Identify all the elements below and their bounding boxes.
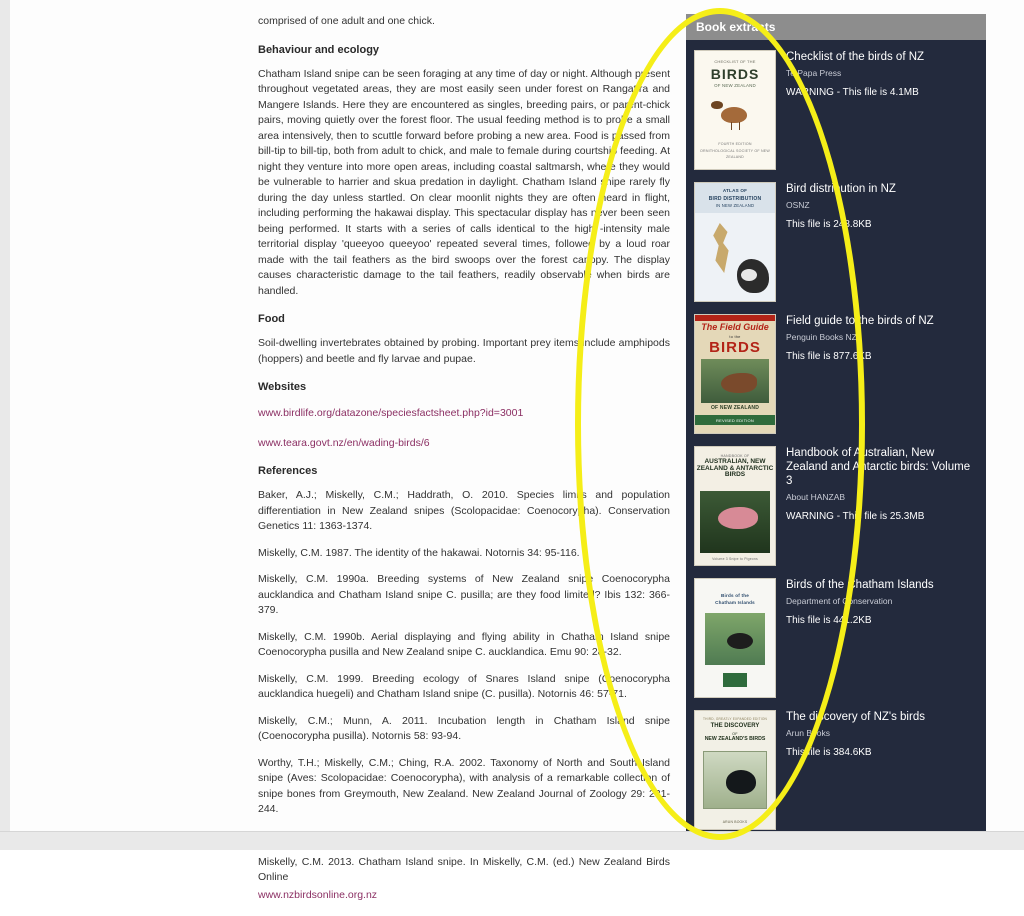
cover-line-3: IN NEW ZEALAND xyxy=(715,203,755,208)
reference-item: Miskelly, C.M. 1990a. Breeding systems of New Zealand snipe Coenocorypha aucklandica and Chatham Island snipe C. pusilla; are they food limited? Ibis 132: 366-379. xyxy=(258,573,670,616)
cover-bird-artwork xyxy=(737,259,769,293)
reference-item: Miskelly, C.M. 1990b. Aerial displaying and flying ability in Chatham Island snipe Coenocorypha pusilla and New Zealand snipe C. aucklandica. Emu 90: 28-32. xyxy=(258,630,670,658)
book-file-size: WARNING - This file is 4.1MB xyxy=(786,87,919,98)
list-item[interactable] xyxy=(686,48,986,180)
cover-photo-artwork xyxy=(700,491,770,553)
website-link-teara[interactable]: www.teara.govt.nz/en/wading-birds/6 xyxy=(258,437,430,449)
book-title[interactable]: Birds of the Chatham Islands xyxy=(786,579,934,591)
book-publisher: Arun Books xyxy=(786,728,830,738)
book-cover-thumbnail[interactable] xyxy=(694,578,776,698)
article-column xyxy=(258,14,670,916)
book-file-size: This file is 441.2KB xyxy=(786,615,872,626)
book-meta xyxy=(776,710,925,830)
book-meta xyxy=(776,446,978,566)
cover-line-4: FOURTH EDITION xyxy=(718,142,752,146)
cover-line-4: OF NEW ZEALAND xyxy=(710,405,760,411)
book-publisher: Te Papa Press xyxy=(786,68,842,78)
cover-line-5: REVISED EDITION xyxy=(716,418,754,423)
cover-line-5: ARUN BOOKS xyxy=(722,820,748,824)
cover-line-2: BIRD DISTRIBUTION xyxy=(708,196,762,202)
cover-line-2: Chatham Islands xyxy=(715,600,755,605)
section-heading-food: Food xyxy=(258,313,285,325)
website-link-row-2 xyxy=(258,434,670,451)
reference-item: Worthy, T.H.; Miskelly, C.M.; Ching, R.A. 2002. Taxonomy of North and South Island snipe (Aves: Scolopacidae: Coenocorypha), with analysis of a remarkable collection of snipe bones from Greymouth, New Zealand. New Zealand Journal of Zoology 29: 231-244. xyxy=(258,756,670,815)
cover-photo-artwork xyxy=(703,751,767,809)
cover-line-3: OF NEW ZEALAND xyxy=(714,83,756,88)
cover-line-4: NEW ZEALAND'S BIRDS xyxy=(704,736,766,742)
book-publisher: Department of Conservation xyxy=(786,596,893,606)
book-meta xyxy=(776,50,924,170)
cover-line-1: HANDBOOK OF xyxy=(720,454,750,458)
cover-line-2: to the xyxy=(729,334,741,339)
reference-item: Miskelly, C.M.; Munn, A. 2011. Incubation length in Chatham Island snipe (Coenocorypha pusilla). Notornis 58: 93-94. xyxy=(258,714,670,742)
book-title[interactable]: Checklist of the birds of NZ xyxy=(786,51,925,63)
book-cover-thumbnail[interactable] xyxy=(694,50,776,170)
cover-line-3: OF xyxy=(732,732,738,736)
book-publisher: Penguin Books NZ xyxy=(786,332,857,342)
book-extracts-header: Book extracts xyxy=(686,14,986,40)
citation-link-row xyxy=(258,886,670,903)
list-item[interactable] xyxy=(686,576,986,708)
cover-bird-artwork xyxy=(709,95,761,135)
reference-item: Miskelly, C.M. 1987. The identity of the hakawai. Notornis 34: 95-116. xyxy=(258,546,580,559)
website-link-row-1 xyxy=(258,404,670,421)
cover-line-2: AUSTRALIAN, NEW ZEALAND & ANTARCTIC BIRDS xyxy=(696,458,774,478)
book-title[interactable]: Field guide to the birds of NZ xyxy=(786,315,934,327)
book-extracts-list xyxy=(686,40,986,850)
book-file-size: This file is 877.6KB xyxy=(786,351,872,362)
book-title[interactable]: Bird distribution in NZ xyxy=(786,183,896,195)
cover-line-1: Birds of the xyxy=(721,593,749,598)
cover-line-2: BIRDS xyxy=(710,66,760,82)
book-publisher: OSNZ xyxy=(786,200,810,210)
book-title[interactable]: The discovery of NZ's birds xyxy=(786,711,925,723)
article-top-fragment: comprised of one adult and one chick. xyxy=(258,15,435,27)
cover-line-1: ATLAS OF xyxy=(722,188,748,193)
book-cover-thumbnail[interactable] xyxy=(694,182,776,302)
book-meta xyxy=(776,578,934,698)
book-title[interactable]: Handbook of Australian, New Zealand and Antarctic birds: Volume 3 xyxy=(786,447,971,487)
list-item[interactable] xyxy=(686,444,986,576)
book-cover-thumbnail[interactable] xyxy=(694,446,776,566)
cover-line-3: Volume 3 Snipe to Pigeons xyxy=(712,557,758,561)
website-link-birdlife[interactable]: www.birdlife.org/datazone/speciesfactsheet.php?id=3001 xyxy=(258,407,524,419)
citation-text: Miskelly, C.M. 2013. Chatham Island snipe. In Miskelly, C.M. (ed.) New Zealand Birds Online xyxy=(258,855,670,883)
book-meta xyxy=(776,314,934,434)
doc-logo-icon xyxy=(723,673,747,687)
section-paragraph-food: Soil-dwelling invertebrates obtained by probing. Important prey items include amphipods (hoppers) and beetle and fly larvae and pupae. xyxy=(258,337,670,365)
section-heading-websites: Websites xyxy=(258,381,307,393)
section-paragraph-behaviour: Chatham Island snipe can be seen foraging at any time of day or night. Although present throughout vegetated areas, they are most easily seen under forest on Rangatira and Mangere Islands. Here they are encountered as singles, breeding pairs, or parent-chick pairs, moving quietly over the forest floor. The usual feeding method is to probe a small area intensively, then to scuttle forward before probing a new area. Food is passed from bill-tip to bill-tip, both from adult to chick, and male to female during courtship feeding. At night they venture into more open areas, including coastal saltmarsh, where they would be vulnerable to harrier and skua predation in daylight. Chatham Island snipe rarely fly during the day unless startled. On clear moonlit nights they are often heard in flight, including performing the hakawai display. This spectacular display has never been seen being performed. It starts with a series of calls identical to the high -intensity male territorial display 'queeyoo queeyoo' repeated several times, followed by a loud roar made with the tail feathers as the bird swoops over the forest canopy. The display causes characteristic damage to the tail feathers, readily observable when birds are handled. xyxy=(258,67,670,297)
book-cover-thumbnail[interactable] xyxy=(694,710,776,830)
section-heading-behaviour: Behaviour and ecology xyxy=(258,43,380,56)
book-file-size: This file is 248.8KB xyxy=(786,219,872,230)
cover-line-1: The Field Guide xyxy=(701,322,769,332)
citation-link-nzbirdsonline[interactable]: www.nzbirdsonline.org.nz xyxy=(258,888,378,901)
book-file-size: WARNING - This file is 25.3MB xyxy=(786,511,925,522)
book-meta xyxy=(776,182,896,302)
book-extracts-panel xyxy=(686,14,986,850)
list-item[interactable] xyxy=(686,708,986,840)
cover-photo-artwork xyxy=(701,359,769,403)
book-file-size: This file is 384.6KB xyxy=(786,747,872,758)
section-heading-references: References xyxy=(258,465,318,477)
cover-line-1: THIRD, GREATLY EXPANDED EDITION xyxy=(702,717,768,721)
page-bottom-gutter xyxy=(0,831,1024,850)
list-item[interactable] xyxy=(686,312,986,444)
reference-item: Miskelly, C.M. 1999. Breeding ecology of Snares Island snipe (Coenocorypha aucklandica huegeli) and Chatham Island snipe (C. pusilla). Notornis 46: 57-71. xyxy=(258,672,670,700)
cover-nz-map-artwork xyxy=(711,223,733,273)
cover-line-1: CHECKLIST OF THE xyxy=(714,59,756,64)
cover-line-3: BIRDS xyxy=(709,339,761,356)
reference-item: Baker, A.J.; Miskelly, C.M.; Haddrath, O. 2010. Species limits and population differentiation in New Zealand snipes (Scolopacidae: Coenocorypha). Conservation Genetics 11: 1363-1374. xyxy=(258,489,670,532)
book-publisher: About HANZAB xyxy=(786,492,846,502)
book-cover-thumbnail[interactable] xyxy=(694,314,776,434)
list-item[interactable] xyxy=(686,180,986,312)
cover-line-5: ORNITHOLOGICAL SOCIETY OF NEW ZEALAND xyxy=(700,149,770,159)
cover-line-2: THE DISCOVERY xyxy=(710,723,760,729)
cover-photo-artwork xyxy=(705,613,765,665)
